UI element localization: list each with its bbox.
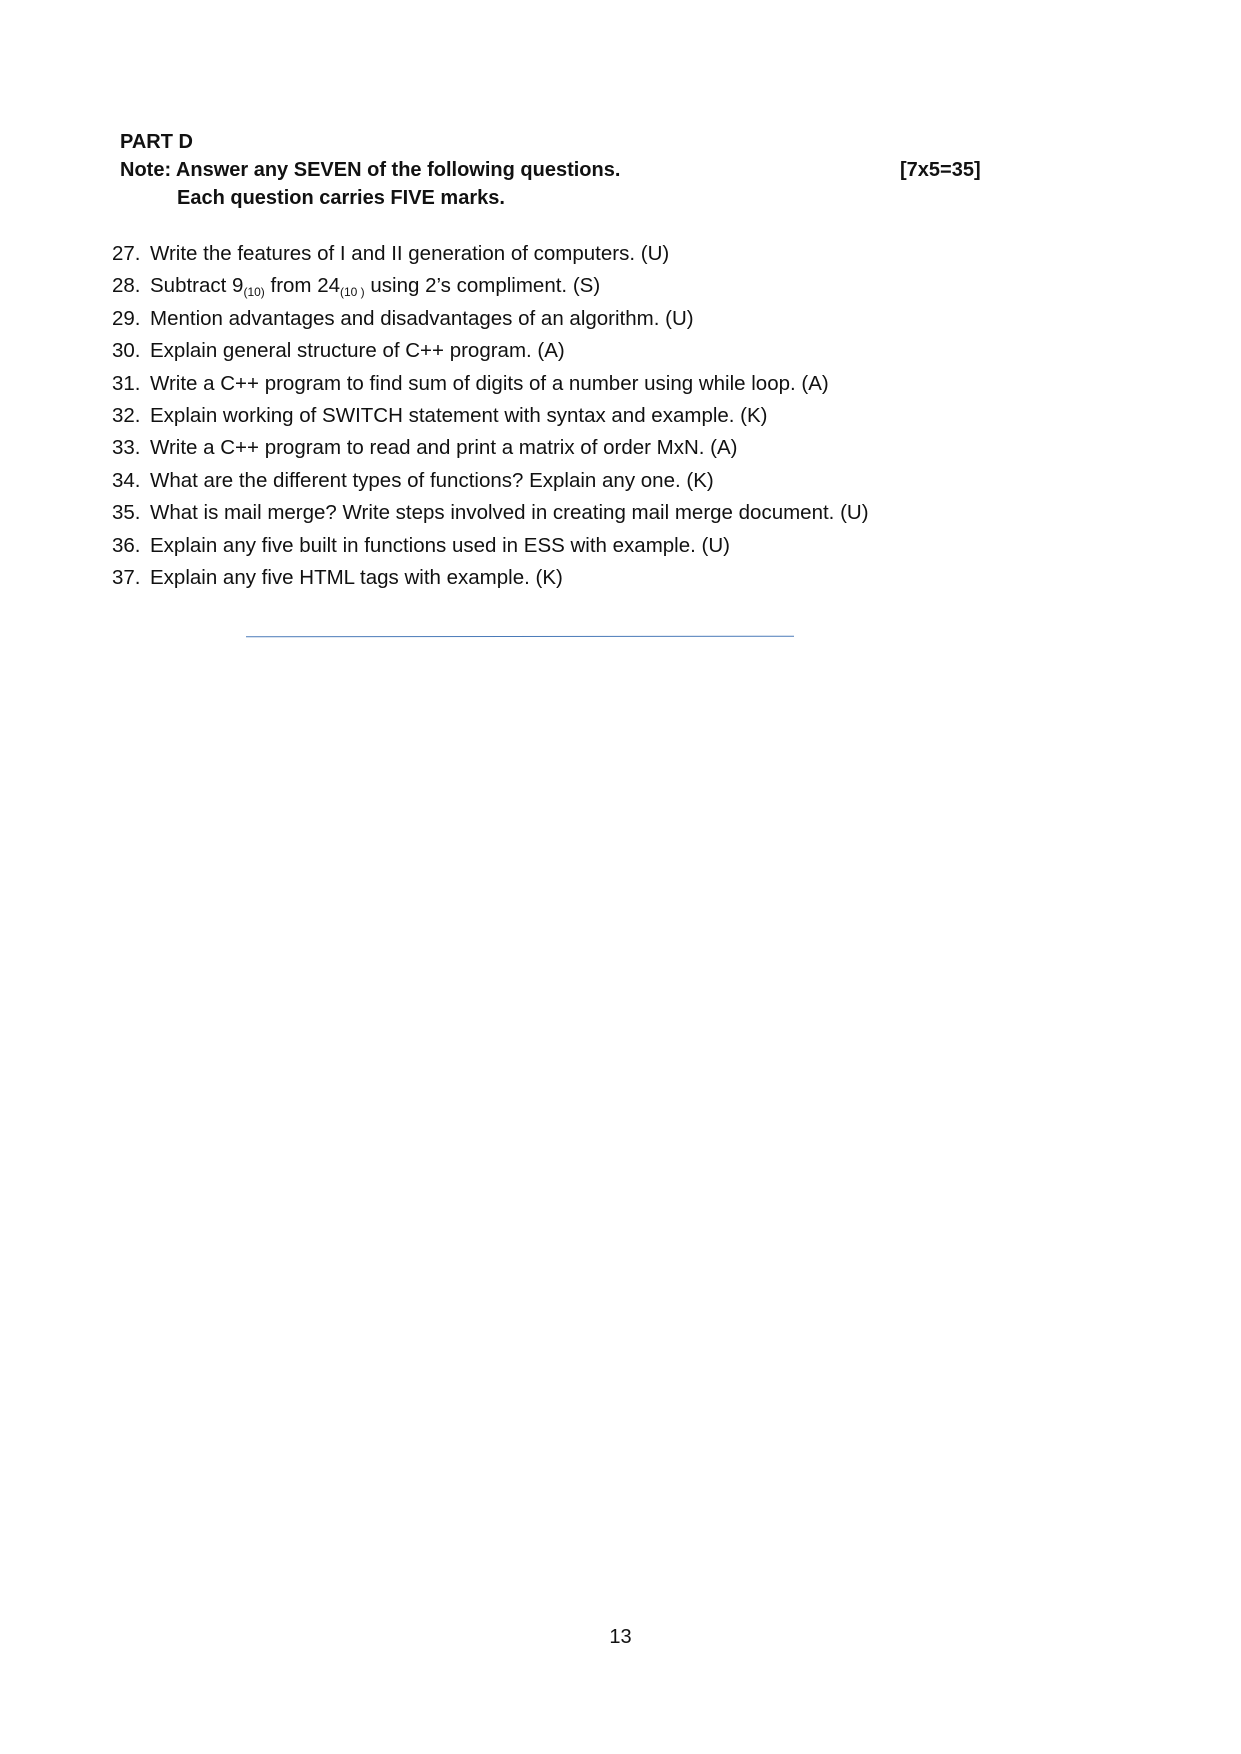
question-text: What is mail merge? Write steps involved in creating mail merge document. (U) bbox=[150, 501, 869, 525]
question-number: 33. bbox=[112, 436, 141, 460]
question-text: Explain working of SWITCH statement with syntax and example. (K) bbox=[150, 403, 768, 427]
question-text-part: using 2’s compliment. (S) bbox=[364, 274, 601, 298]
question-text: Explain any five built in functions used in ESS with example. (U) bbox=[150, 533, 730, 557]
question-number: 35. bbox=[112, 501, 141, 525]
question-item bbox=[112, 303, 1112, 335]
base-subscript: (10 ) bbox=[340, 285, 365, 300]
question-text: Explain general structure of C++ program. (A) bbox=[150, 339, 565, 363]
section-header bbox=[120, 128, 1000, 212]
question-number: 31. bbox=[112, 371, 141, 395]
question-text: What are the different types of functions? Explain any one. (K) bbox=[150, 468, 714, 492]
question-number: 36. bbox=[112, 533, 141, 557]
end-separator-line bbox=[246, 636, 794, 637]
marks-allocation: [7x5=35] bbox=[900, 159, 981, 181]
part-title: PART D bbox=[120, 131, 193, 153]
question-item bbox=[112, 530, 1112, 562]
question-number: 32. bbox=[112, 403, 141, 427]
question-item bbox=[112, 335, 1112, 367]
question-text: Write a C++ program to find sum of digits of a number using while loop. (A) bbox=[150, 371, 829, 395]
question-item bbox=[112, 270, 1112, 302]
question-list bbox=[112, 238, 1112, 594]
question-number: 28. bbox=[112, 274, 141, 298]
question-item bbox=[112, 465, 1112, 497]
question-text-part: Subtract 9 bbox=[150, 274, 244, 298]
question-text: Explain any five HTML tags with example. (K) bbox=[150, 565, 563, 589]
instruction-line bbox=[120, 156, 1000, 184]
question-text: Write the features of I and II generation of computers. (U) bbox=[150, 242, 670, 265]
question-text: Mention advantages and disadvantages of an algorithm. (U) bbox=[150, 306, 694, 330]
question-item bbox=[112, 497, 1112, 529]
base-subscript: (10) bbox=[243, 285, 265, 300]
question-item bbox=[112, 432, 1112, 464]
question-number: 29. bbox=[112, 306, 141, 330]
question-item bbox=[112, 238, 1112, 270]
question-number: 37. bbox=[112, 565, 141, 589]
instruction-subnote: Each question carries FIVE marks. bbox=[177, 187, 505, 209]
question-text-part: from 24 bbox=[264, 274, 340, 298]
question-text: Write a C++ program to read and print a matrix of order MxN. (A) bbox=[150, 436, 738, 460]
question-number: 30. bbox=[112, 339, 141, 363]
question-item bbox=[112, 400, 1112, 432]
question-number: 27. bbox=[112, 242, 141, 265]
question-item bbox=[112, 562, 1112, 594]
question-item bbox=[112, 368, 1112, 400]
page-number: 13 bbox=[609, 1626, 632, 1648]
question-number: 34. bbox=[112, 468, 141, 492]
instruction-note: Note: Answer any SEVEN of the following questions. bbox=[120, 159, 621, 181]
question-text bbox=[150, 270, 600, 302]
